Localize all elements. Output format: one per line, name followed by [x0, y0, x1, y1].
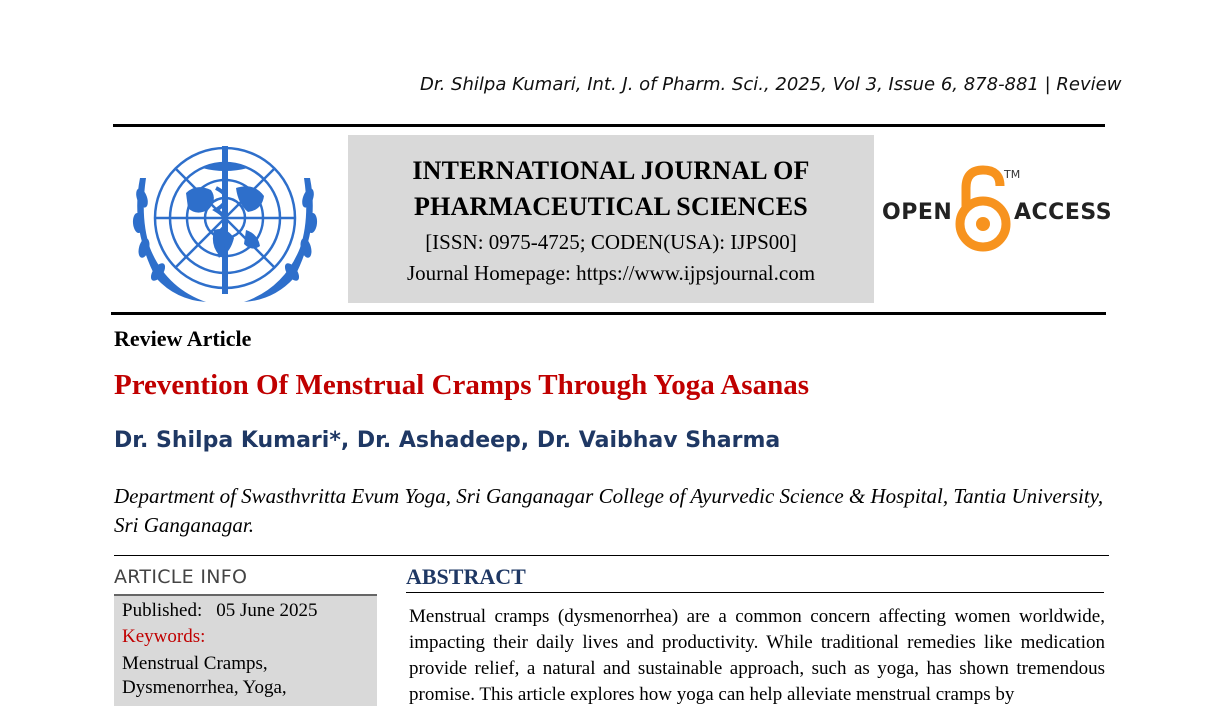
- article-authors: Dr. Shilpa Kumari*, Dr. Ashadeep, Dr. Vaibhav Sharma: [114, 428, 781, 453]
- open-access-logo: [880, 164, 1113, 254]
- section-divider: [114, 555, 1109, 556]
- abstract-rule: [406, 592, 1104, 593]
- article-affiliation: Department of Swasthvritta Evum Yoga, Sri Ganganagar College of Ayurvedic Science & Hospital, Tantia University, Sri Ganganagar.: [114, 484, 1104, 537]
- journal-homepage[interactable]: Journal Homepage: https://www.ijpsjournal.com: [406, 261, 816, 285]
- published-label: Published:: [122, 600, 203, 621]
- open-access-tm: TM: [1004, 168, 1021, 181]
- journal-citation: Dr. Shilpa Kumari, Int. J. of Pharm. Sci., 2025, Vol 3, Issue 6, 878-881 | Review: [420, 74, 1122, 95]
- journal-name-line2: PHARMACEUTICAL SCIENCES: [414, 192, 808, 221]
- abstract-heading: ABSTRACT: [406, 564, 526, 589]
- article-type: Review Article: [114, 326, 252, 351]
- journal-issn: [ISSN: 0975-4725; CODEN(USA): IJPS00]: [425, 230, 797, 254]
- open-access-left-text: OPEN: [882, 200, 953, 225]
- header-rule-top: [113, 124, 1105, 127]
- journal-emblem: [126, 138, 324, 306]
- article-info-box: [114, 594, 377, 706]
- journal-name-line1: INTERNATIONAL JOURNAL OF: [412, 156, 810, 185]
- article-info-heading: ARTICLE INFO: [114, 566, 248, 588]
- keywords-label: Keywords:: [122, 626, 206, 647]
- article-title: Prevention Of Menstrual Cramps Through Yoga Asanas: [114, 369, 809, 401]
- abstract-text: Menstrual cramps (dysmenorrhea) are a common concern affecting women worldwide, impacting their daily lives and productivity. While traditional remedies like medication provide relief, a natural and sustainable approach, such as yoga, has shown tremendous promise. This article explores how yoga can help alleviate menstrual cramps by: [409, 606, 1105, 705]
- keywords-line: Dysmenorrhea, Yoga,: [122, 677, 287, 698]
- header-rule-bottom: [111, 312, 1106, 315]
- published-row: [122, 600, 318, 622]
- journal-banner: [348, 135, 874, 303]
- published-date: 05 June 2025: [216, 600, 318, 621]
- keywords-line: Menstrual Cramps,: [122, 653, 268, 674]
- open-access-right-text: ACCESS: [1014, 200, 1113, 225]
